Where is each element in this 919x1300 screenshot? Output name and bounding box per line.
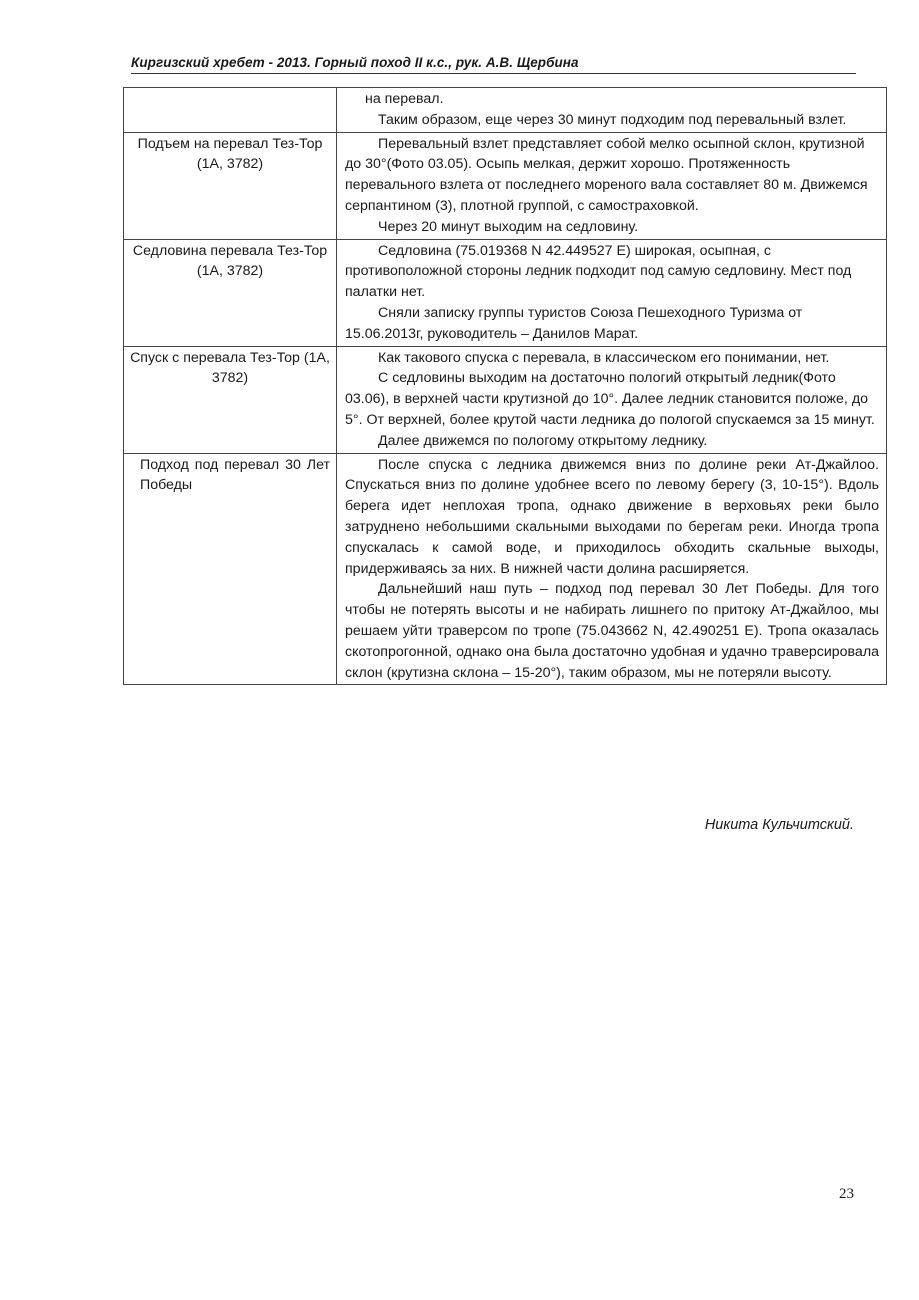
stage-cell [124,453,337,685]
description-paragraph: Далее движемся по пологому открытому леднику. [378,432,708,449]
description-paragraph: Седловина (75.019368 N 42.449527 E) широкая, осыпная, с противоположной стороны ледник подходит под самую седловину. Мест под палатки нет. [345,242,852,301]
description-cell [337,239,887,346]
author-signature: Никита Кульчитский. [704,817,854,833]
stage-label: Седловина перевала Тез-Тор (1А, 3782) [132,242,328,280]
table-row [124,453,887,685]
description-paragraph: на перевал. [365,91,444,107]
description-paragraph: Сняли записку группы туристов Союза Пешеходного Туризма от 15.06.2013г, руководитель – Данилов Марат. [345,304,803,342]
stage-label: Подъем на перевал Тез-Тор (1А, 3782) [137,135,323,173]
description-cell [337,453,887,685]
stage-cell [124,346,337,453]
description-paragraph: Как такового спуска с перевала, в классическом его понимании, нет. [378,349,830,366]
page-number: 23 [839,1186,854,1202]
table-row [124,346,887,453]
route-description-table [123,87,887,685]
stage-cell [124,239,337,346]
stage-cell [124,88,337,133]
description-paragraph: С седловины выходим на достаточно пологий открытый ледник(Фото 03.06), в верхней части крутизной до 10°. Далее ледник становится положе, до 5°. От верхней, более крутой части ледника до пологой спускаемся за 15 минут. [345,370,875,428]
description-paragraph: Через 20 минут выходим на седловину. [378,218,639,235]
table-row [124,132,887,239]
description-cell [337,88,887,133]
table-row [124,88,887,133]
stage-label: Подход под перевал 30 Лет Победы [140,456,330,494]
stage-label [124,88,336,89]
description-paragraph: Дальнейший наш путь – подход под перевал 30 Лет Победы. Для того чтобы не потерять высоты и не набирать лишнего по притоку Ат-Джайлоо, мы решаем уйти траверсом по тропе (75.043662 N, 42.490251 E). Тропа оказалась скотопрогонной, однако она была достаточно удобная и удачно траверсировала склон (крутизна склона – 15-20°), таким образом, мы не потеряли высоту. [345,581,879,681]
description-paragraph: Таким образом, еще через 30 минут подходим под перевальный взлет. [378,111,847,128]
description-cell [337,132,887,239]
stage-label: Спуск с перевала Тез-Тор (1А, 3782) [130,349,330,387]
description-cell [337,346,887,453]
stage-cell [124,132,337,239]
running-header: Киргизский хребет - 2013. Горный поход II к.с., рук. А.В. Щербина [131,55,856,74]
description-paragraph: Перевальный взлет представляет собой мелко осыпной склон, крутизной до 30°(Фото 03.05). Осыпь мелкая, держит хорошо. Протяженность перевального взлета от последнего мореного вала составляет 80 м. Движемся серпантином (3), плотной группой, с самостраховкой. [345,135,868,214]
description-paragraph: После спуска с ледника движемся вниз по долине реки Ат-Джайлоо. Спускаться вниз по долине удобнее всего по левому берегу (3, 10-15°). Вдоль берега идет неплохая тропа, однако движение в верховьях реки было затруднено небольшими скальными выходами по берегам реки. Иногда тропа спускалась к самой воде, и приходилось обходить скальные выходы, придерживаясь за них. В нижней части долина расширяется. [345,456,879,577]
table-row [124,239,887,346]
